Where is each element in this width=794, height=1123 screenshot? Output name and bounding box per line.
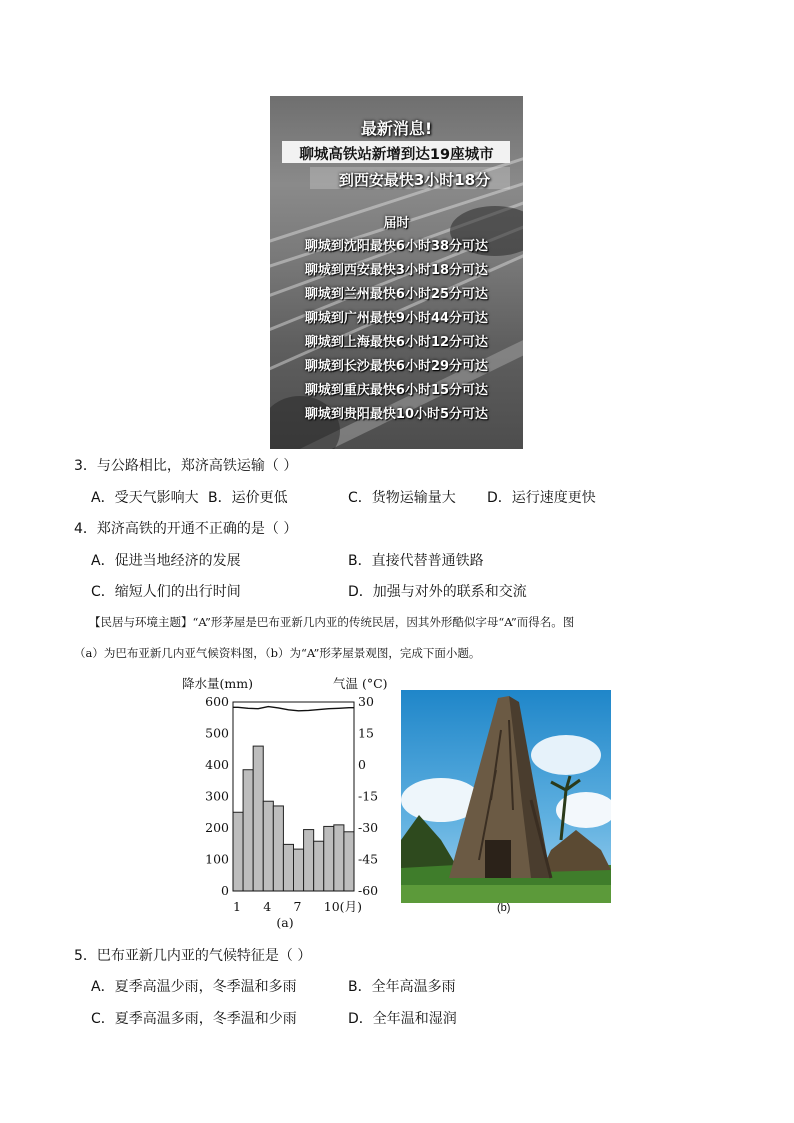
precipitation-bar-month-1 — [233, 812, 243, 891]
left-tick-label: 400 — [205, 757, 229, 772]
x-tick-label: 7 — [293, 899, 302, 914]
q4-option-b: B．直接代替普通铁路 — [348, 553, 484, 569]
poster-route-line: 聊城到长沙最快6小时29分可达 — [304, 359, 489, 374]
left-tick-label: 0 — [221, 883, 229, 898]
right-axis-ticks — [358, 694, 378, 898]
right-tick-label: -15 — [358, 788, 379, 804]
q3-option-d: D．运行速度更快 — [487, 490, 596, 506]
right-tick-label: -30 — [358, 820, 379, 835]
hut-doorway — [485, 840, 511, 878]
q5-option-b: B．全年高温多雨 — [348, 979, 456, 995]
photo-caption: (b) — [497, 902, 511, 914]
precipitation-bars — [233, 746, 354, 891]
poster-route-line: 聊城到西安最快3小时18分可达 — [304, 263, 489, 278]
poster-headline: 聊城高铁站新增到达19座城市 — [299, 147, 494, 163]
left-axis-label: 降水量(mm) — [182, 676, 253, 691]
left-tick-label: 600 — [205, 694, 229, 709]
precipitation-bar-month-11 — [334, 825, 344, 891]
poster-title: 最新消息! — [360, 119, 433, 138]
precipitation-bar-month-7 — [294, 849, 304, 891]
poster-route-line: 聊城到重庆最快6小时15分可达 — [304, 383, 489, 398]
q5-option-a: A．夏季高温少雨，冬季温和多雨 — [91, 979, 297, 995]
q3-option-b: B．运价更低 — [208, 490, 288, 506]
railway-news-poster — [270, 96, 523, 449]
precipitation-bar-month-8 — [304, 830, 314, 891]
climate-chart — [170, 672, 400, 932]
poster-subhead: 届时 — [383, 216, 410, 231]
x-axis-ticks — [233, 899, 362, 914]
q4-option-a: A．促进当地经济的发展 — [91, 553, 241, 569]
right-tick-label: -60 — [358, 883, 379, 898]
q4-option-d: D．加强与对外的联系和交流 — [348, 584, 527, 600]
poster-route-line: 聊城到上海最快6小时12分可达 — [304, 335, 489, 350]
temperature-line — [233, 707, 354, 711]
q3-option-a: A．受天气影响大 — [91, 490, 199, 506]
theme-intro-line-2: （a）为巴布亚新几内亚气候资料图，（b）为“A”形茅屋景观图，完成下面小题。 — [74, 646, 481, 660]
poster-route-line: 聊城到沈阳最快6小时38分可达 — [304, 239, 489, 254]
grass-foreground — [401, 885, 611, 903]
poster-route-line: 聊城到兰州最快6小时25分可达 — [304, 287, 489, 302]
poster-route-line: 聊城到广州最快9小时44分可达 — [304, 311, 489, 326]
precipitation-bar-month-3 — [253, 746, 263, 891]
left-axis-ticks — [205, 694, 229, 898]
precipitation-bar-month-2 — [243, 770, 253, 891]
q4-option-c: C．缩短人们的出行时间 — [91, 584, 241, 600]
x-tick-label: 1 — [233, 899, 241, 914]
question-3-stem: 3．与公路相比，郑济高铁运输（ ） — [74, 458, 298, 474]
left-tick-label: 100 — [205, 851, 229, 867]
right-tick-label: 15 — [358, 725, 374, 741]
q5-option-d: D．全年温和湿润 — [348, 1011, 457, 1027]
left-tick-label: 500 — [205, 725, 229, 741]
chart-caption: (a) — [276, 915, 294, 930]
q5-option-c: C．夏季高温多雨，冬季温和少雨 — [91, 1011, 297, 1027]
question-4-stem: 4．郑济高铁的开通不正确的是（ ） — [74, 521, 298, 537]
precipitation-bar-month-9 — [314, 841, 324, 891]
q3-option-c: C．货物运输量大 — [348, 490, 456, 506]
theme-intro-line-1: 【民居与环境主题】“A”形茅屋是巴布亚新几内亚的传统民居，因其外形酷似字母“A”而得名。图 — [89, 615, 575, 629]
precipitation-bar-month-4 — [263, 801, 273, 891]
precipitation-bar-month-6 — [283, 844, 293, 891]
precipitation-bar-month-12 — [344, 832, 354, 891]
left-tick-label: 200 — [205, 820, 229, 835]
right-tick-label: 0 — [358, 757, 366, 772]
precipitation-bar-month-5 — [273, 806, 283, 891]
left-tick-label: 300 — [205, 788, 229, 804]
right-axis-label: 气温 (°C) — [333, 676, 388, 691]
right-tick-label: 30 — [358, 694, 374, 709]
poster-route-line: 聊城到贵阳最快10小时5分可达 — [304, 407, 489, 422]
x-tick-label: 4 — [263, 899, 272, 914]
right-tick-label: -45 — [358, 851, 379, 867]
question-5-stem: 5．巴布亚新几内亚的气候特征是（ ） — [74, 948, 312, 964]
x-tick-label: 10(月) — [323, 899, 362, 914]
precipitation-bar-month-10 — [324, 826, 334, 891]
a-frame-hut-photo — [401, 690, 611, 903]
poster-headline-2: 到西安最快3小时18分 — [338, 171, 491, 189]
cloud — [531, 735, 601, 775]
